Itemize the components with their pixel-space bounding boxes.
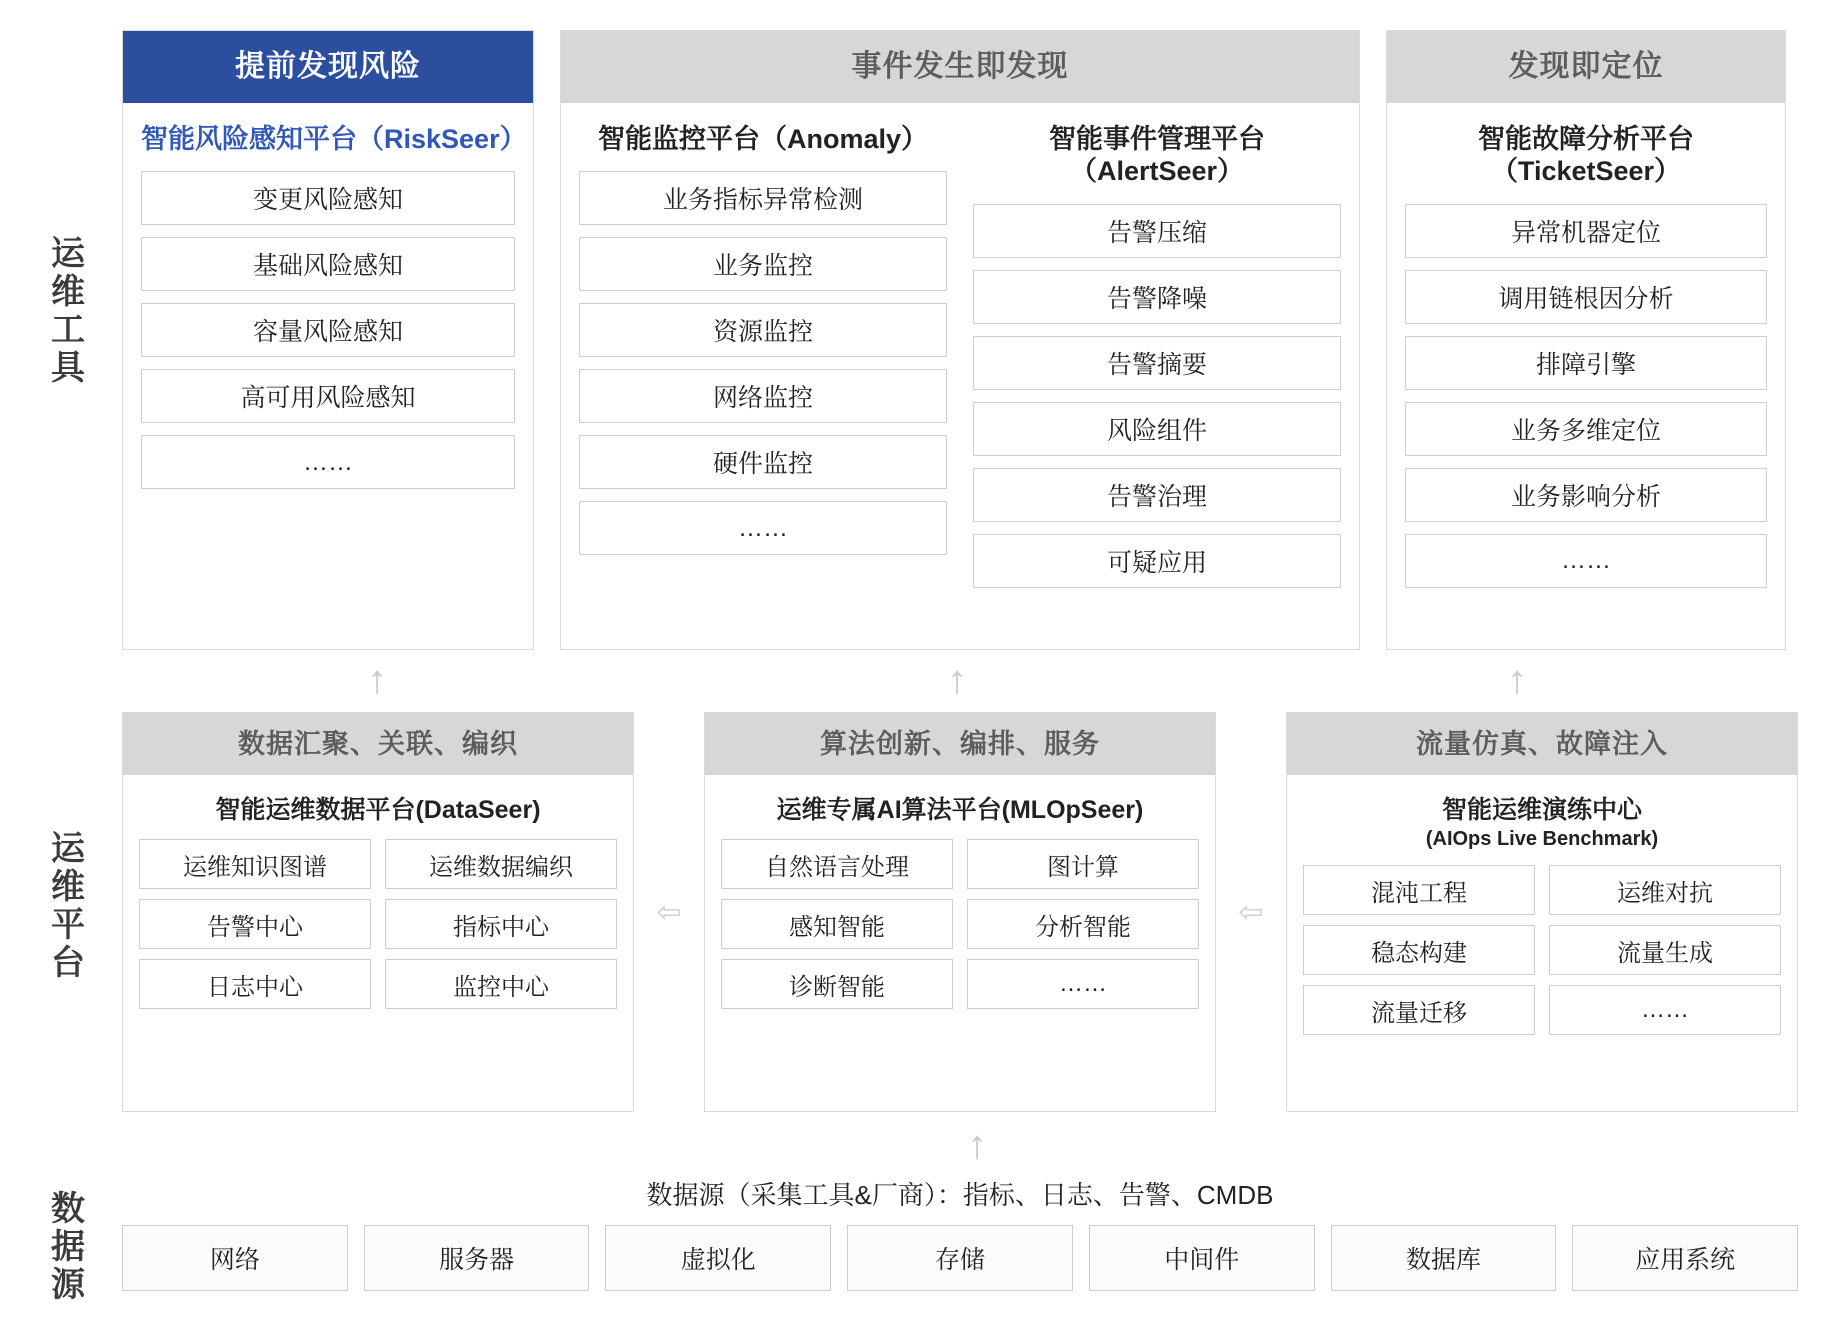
column-anomaly [579,117,947,600]
chip-item[interactable]: 业务影响分析 [1405,468,1767,522]
platform-title-alertseer: 智能事件管理平台（AlertSeer） [1049,124,1265,187]
chip-list-anomaly [579,171,947,555]
card-incident-detection[interactable] [560,30,1360,650]
band-data-aggregation: 数据汇聚、关联、编织 [123,713,633,775]
chip-item[interactable]: …… [141,435,515,489]
card-dataseer[interactable] [122,712,634,1112]
data-source-caption: 数据源（采集工具&厂商）：指标、日志、告警、CMDB [646,1180,1274,1210]
chip-item[interactable]: 应用系统 [1572,1225,1798,1291]
chip-item[interactable]: 硬件监控 [579,435,947,489]
chip-item[interactable]: 变更风险感知 [141,171,515,225]
chip-item[interactable]: 诊断智能 [721,959,953,1009]
chip-grid-dataseer [139,839,617,1009]
chip-item[interactable]: 服务器 [364,1225,590,1291]
chip-item[interactable]: 可疑应用 [973,534,1341,588]
card-ticketseer[interactable] [1386,30,1786,650]
platform-title-benchmark-main: 智能运维演练中心 [1441,796,1642,824]
rail-label-ops-platform: 运维平台 [51,830,87,983]
chip-item[interactable]: 中间件 [1089,1225,1315,1291]
chip-list-alertseer [973,204,1341,588]
chip-item[interactable]: 指标中心 [385,899,617,949]
band-risk-early-detection: 提前发现风险 [123,31,533,103]
band-locate-on-detection: 发现即定位 [1387,31,1785,103]
chip-item[interactable]: 告警压缩 [973,204,1341,258]
chip-list-riskseer [141,171,515,489]
chip-item[interactable]: 日志中心 [139,959,371,1009]
chip-item[interactable]: 高可用风险感知 [141,369,515,423]
band-incident-detection: 事件发生即发现 [561,31,1359,103]
platform-title-benchmark [1303,795,1781,851]
chip-item[interactable]: 业务监控 [579,237,947,291]
chip-item[interactable]: 告警治理 [973,468,1341,522]
chip-grid-benchmark [1303,865,1781,1035]
chip-item[interactable]: 告警降噪 [973,270,1341,324]
chip-item[interactable]: 流量迁移 [1303,985,1535,1035]
chip-item[interactable]: 调用链根因分析 [1405,270,1767,324]
band-algorithm-innovation: 算法创新、编排、服务 [705,713,1215,775]
card-mlopseer[interactable] [704,712,1216,1112]
ops-tools-row [122,30,1798,650]
chip-item[interactable]: …… [579,501,947,555]
chip-item[interactable]: …… [967,959,1199,1009]
chip-item[interactable]: 存储 [847,1225,1073,1291]
card-aiops-live-benchmark[interactable] [1286,712,1798,1112]
chip-item[interactable]: 稳态构建 [1303,925,1535,975]
platform-title-anomaly: 智能监控平台（Anomaly） [597,124,929,154]
chip-item[interactable]: 运维数据编织 [385,839,617,889]
chip-item[interactable]: 风险组件 [973,402,1341,456]
chip-item[interactable]: 异常机器定位 [1405,204,1767,258]
ops-platform-row [122,712,1798,1112]
arrow-up-icon: ↑ [947,658,967,702]
chip-item[interactable]: 流量生成 [1549,925,1781,975]
chip-item[interactable]: 排障引擎 [1405,336,1767,390]
chip-item[interactable]: …… [1549,985,1781,1035]
platform-title-riskseer: 智能风险感知平台（RiskSeer） [141,124,527,154]
chip-item[interactable]: 告警摘要 [973,336,1341,390]
data-source-row [122,1225,1798,1291]
chip-item[interactable]: …… [1405,534,1767,588]
chip-item[interactable]: 运维知识图谱 [139,839,371,889]
chip-item[interactable]: 基础风险感知 [141,237,515,291]
chip-list-ticketseer [1405,204,1767,588]
chip-item[interactable]: 自然语言处理 [721,839,953,889]
arrow-up-icon: ↑ [1507,658,1527,702]
platform-title-dataseer: 智能运维数据平台(DataSeer) [215,796,541,824]
rail-label-ops-tools: 运维工具 [51,235,87,388]
rail-label-data-source: 数据源 [51,1190,87,1305]
chip-item[interactable]: 监控中心 [385,959,617,1009]
chip-item[interactable]: 分析智能 [967,899,1199,949]
chip-item[interactable]: 容量风险感知 [141,303,515,357]
column-alertseer [973,117,1341,600]
chip-item[interactable]: 运维对抗 [1549,865,1781,915]
chip-item[interactable]: 虚拟化 [605,1225,831,1291]
arrow-bidirectional-icon: ⇦ [656,895,682,929]
chip-item[interactable]: 图计算 [967,839,1199,889]
platform-title-mlopseer: 运维专属AI算法平台(MLOpSeer) [776,796,1144,824]
arrow-bidirectional-icon: ⇦ [1238,895,1264,929]
card-riskseer[interactable] [122,30,534,650]
chip-item[interactable]: 业务多维定位 [1405,402,1767,456]
chip-item[interactable]: 网络 [122,1225,348,1291]
platform-title-benchmark-sub: (AIOps Live Benchmark) [1425,828,1659,850]
chip-grid-mlopseer [721,839,1199,1009]
chip-item[interactable]: 业务指标异常检测 [579,171,947,225]
chip-item[interactable]: 感知智能 [721,899,953,949]
band-traffic-simulation: 流量仿真、故障注入 [1287,713,1797,775]
chip-item[interactable]: 混沌工程 [1303,865,1535,915]
chip-item[interactable]: 告警中心 [139,899,371,949]
arrow-up-icon: ↑ [367,658,387,702]
chip-item[interactable]: 数据库 [1331,1225,1557,1291]
chip-item[interactable]: 网络监控 [579,369,947,423]
platform-title-ticketseer: 智能故障分析平台（TicketSeer） [1478,124,1694,187]
chip-item[interactable]: 资源监控 [579,303,947,357]
arrow-up-icon: ↑ [967,1123,987,1167]
